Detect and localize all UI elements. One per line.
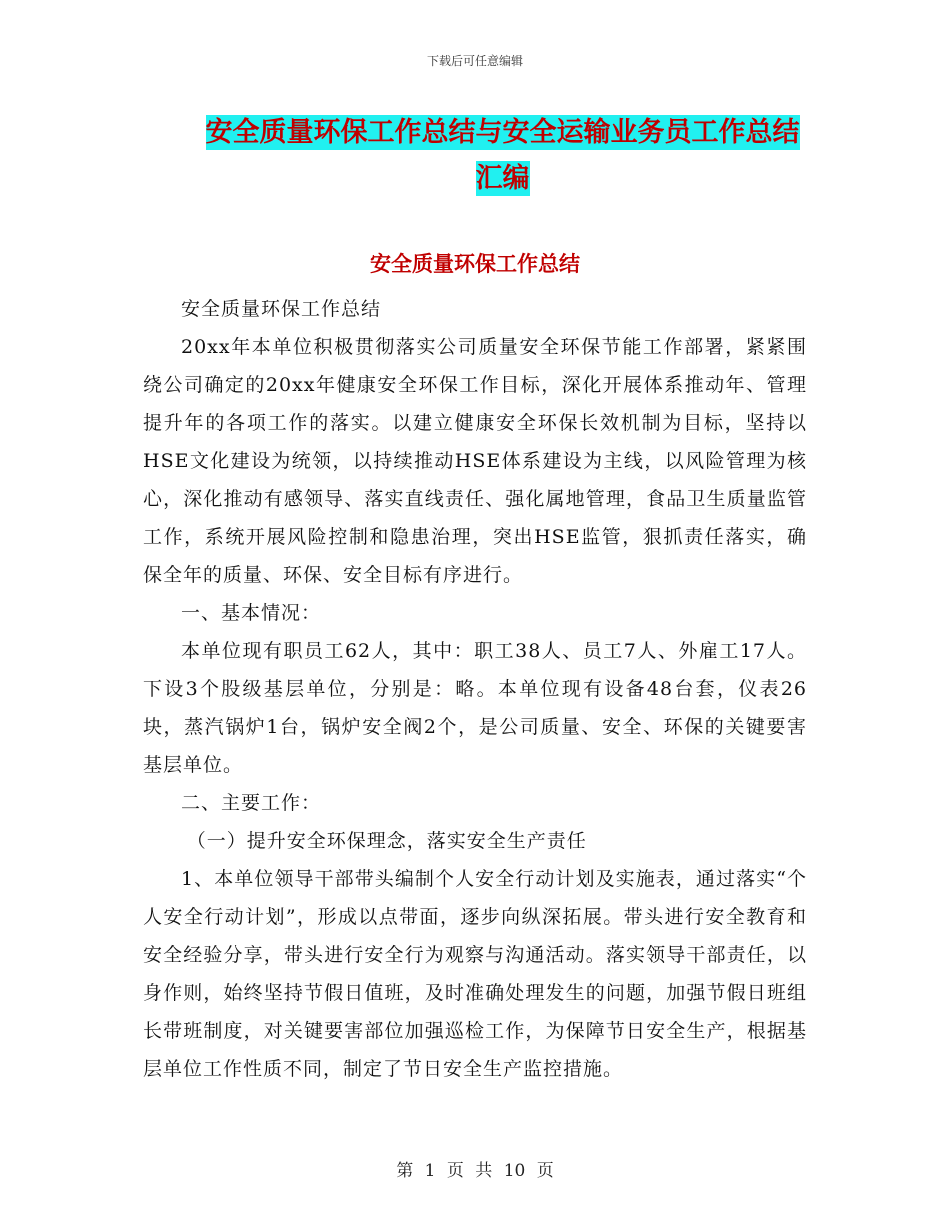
page-footer: 第 1 页 共 10 页 — [396, 1161, 554, 1181]
document-title-text: 安全质量环保工作总结与安全运输业务员工作总结汇编 — [205, 117, 800, 194]
paragraph-intro: 20xx年本单位积极贯彻落实公司质量安全环保节能工作部署，紧紧围绕公司确定的20xx年健康安全环保工作目标，深化开展体系推动年、管理提升年的各项工作的落实。以建立健康安全环保长效机制为目标，坚持以HSE文化建设为统领，以持续推动HSE体系建设为主线，以风险管理为核心，深化推动有感领导、落实直线责任、强化属地管理，食品卫生质量监管工作，系统开展风险控制和隐患治理，突出HSE监管，狠抓责任落实，确保全年的质量、环保、安全目标有序进行。 — [143, 336, 807, 586]
document-body — [143, 290, 807, 1088]
paragraph-item-one: 1、本单位领导干部带头编制个人安全行动计划及实施表，通过落实“个人安全行动计划”，形成以点带面，逐步向纵深拓展。带头进行安全教育和安全经验分享，带头进行安全行为观察与沟通活动。落实领导干部责任，以身作则，始终坚持节假日值班，及时准确处理发生的问题，加强节假日班组长带班制度，对关键要害部位加强巡检工作，为保障节日安全生产，根据基层单位工作性质不同，制定了节日安全生产监控措施。 — [143, 868, 807, 1080]
heading-main-work: 二、主要工作： — [181, 792, 322, 814]
paragraph-subtitle: 安全质量环保工作总结 — [181, 298, 382, 320]
document-title — [195, 110, 810, 202]
heading-sub-one: （一）提升安全环保理念，落实安全生产责任 — [186, 830, 587, 852]
paragraph-basic-situation: 本单位现有职员工62人，其中：职工38人、员工7人、外雇工17人。下设3个股级基层单位，分别是：略。本单位现有设备48台套，仪表26块，蒸汽锅炉1台，锅炉安全阀2个，是公司质量、安全、环保的关键要害基层单位。 — [143, 640, 807, 776]
section-title: 安全质量环保工作总结 — [370, 252, 580, 276]
heading-basic-situation: 一、基本情况： — [181, 602, 322, 624]
header-note: 下载后可任意编辑 — [426, 54, 523, 68]
